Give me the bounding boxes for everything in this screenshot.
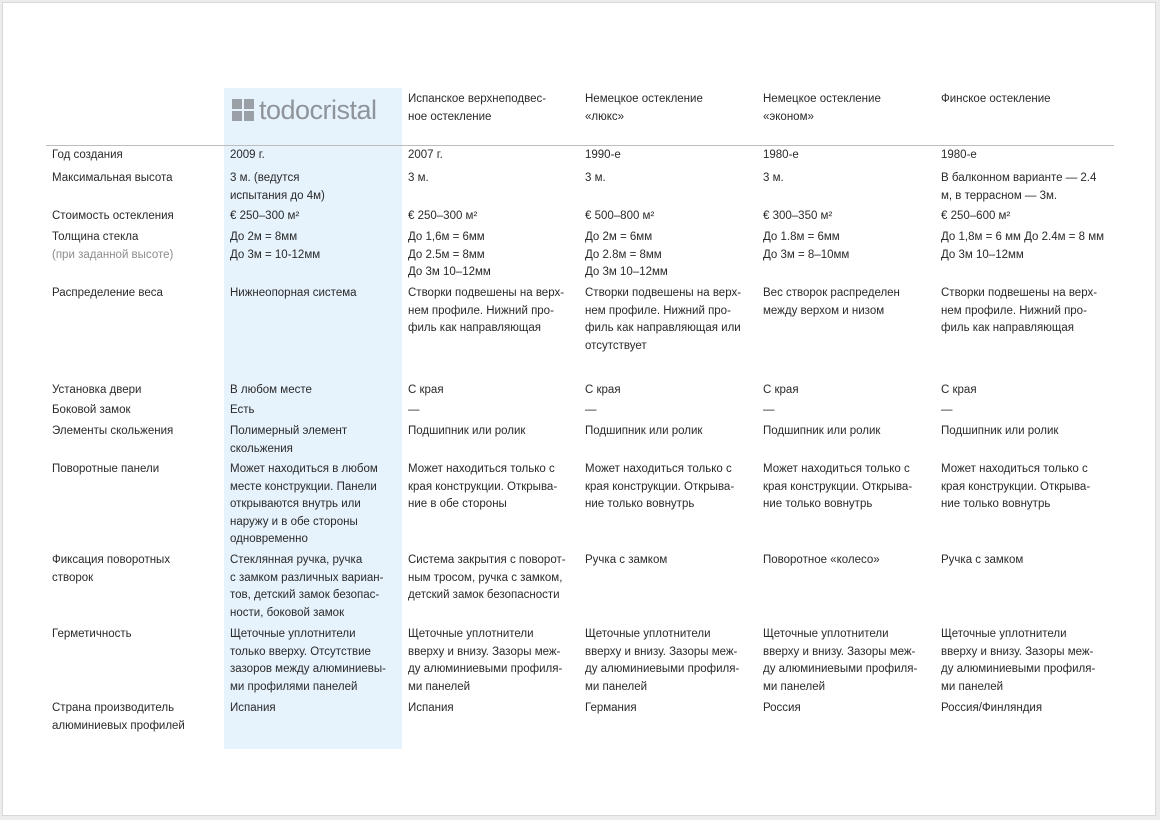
table-cell: — [585, 404, 597, 416]
column-header: Испанское верхнеподвес- ное остекление [408, 93, 547, 123]
row-label: Элементы скольжения [52, 425, 174, 437]
table-cell: Щеточные уплотнители вверху и внизу. Зазоры меж- ду алюминиевыми профиля- ми панелей [941, 628, 1096, 693]
table-cell: Щеточные уплотнители вверху и внизу. Зазоры меж- ду алюминиевыми профиля- ми панелей [408, 628, 563, 693]
table-cell: Может находиться только с края конструкции. Открыва- ние только вовнутрь [763, 463, 913, 510]
table-cell: Подшипник или ролик [941, 425, 1059, 437]
table-cell: Нижнеопорная система [230, 287, 357, 299]
table-cell: Створки подвешены на верх- нем профиле. Нижний про- филь как направляющая [408, 287, 565, 334]
table-cell: 1980-е [941, 149, 977, 161]
table-cell: Испания [408, 702, 454, 714]
header-divider [46, 145, 1114, 146]
table-cell: € 500–800 м² [585, 210, 655, 222]
logo-text: todocristal [259, 94, 377, 125]
table-cell: 1980-е [763, 149, 799, 161]
table-cell: Ручка с замком [585, 554, 668, 566]
row-label: Поворотные панели [52, 463, 160, 475]
table-cell: Вес створок распределен между верхом и низом [763, 287, 900, 317]
table-cell: Россия/Финляндия [941, 702, 1043, 714]
table-cell: Створки подвешены на верх- нем профиле. Нижний про- филь как направляющая или отсутствует [585, 287, 742, 352]
table-cell: До 2м = 6мм До 2.8м = 8мм До 3м 10–12мм [585, 231, 668, 278]
table-cell: 2009 г. [230, 149, 265, 161]
table-cell: 3 м. (ведутся испытания до 4м) [230, 172, 325, 202]
table-cell: — [763, 404, 775, 416]
table-cell: 3 м. [408, 172, 429, 184]
table-cell: € 250–600 м² [941, 210, 1011, 222]
row-label: Страна производитель алюминиевых профилей [52, 702, 185, 732]
table-cell: С края [941, 384, 977, 396]
table-cell: 3 м. [763, 172, 784, 184]
table-cell: До 2м = 8мм До 3м = 10-12мм [230, 231, 321, 261]
table-cell: € 250–300 м² [408, 210, 478, 222]
column-header: Финское остекление [941, 93, 1051, 105]
table-cell: 1990-е [585, 149, 621, 161]
table-cell: Поворотное «колесо» [763, 554, 880, 566]
row-label: Герметичность [52, 628, 132, 640]
row-label: Максимальная высота [52, 172, 173, 184]
table-cell: Ручка с замком [941, 554, 1024, 566]
table-cell: € 300–350 м² [763, 210, 833, 222]
table-cell: Подшипник или ролик [585, 425, 703, 437]
table-cell: Испания [230, 702, 276, 714]
table-cell: € 250–300 м² [230, 210, 300, 222]
table-cell: Створки подвешены на верх- нем профиле. Нижний про- филь как направляющая [941, 287, 1098, 334]
table-cell: 3 м. [585, 172, 606, 184]
table-cell: 2007 г. [408, 149, 443, 161]
table-cell: Россия [763, 702, 801, 714]
table-cell: Щеточные уплотнители вверху и внизу. Зазоры меж- ду алюминиевыми профиля- ми панелей [585, 628, 740, 693]
table-cell: До 1.8м = 6мм До 3м = 8–10мм [763, 231, 850, 261]
table-cell: Германия [585, 702, 637, 714]
grid-logo-icon [232, 99, 254, 121]
table-cell: До 1,8м = 6 мм До 2.4м = 8 мм До 3м 10–12мм [941, 231, 1105, 261]
row-label: Установка двери [52, 384, 142, 396]
row-label: Стоимость остекления [52, 210, 174, 222]
table-cell: С края [763, 384, 799, 396]
table-cell: Есть [230, 404, 255, 416]
table-cell: В балконном варианте — 2.4 м, в террасном — 3м. [941, 172, 1097, 202]
table-cell: С края [408, 384, 444, 396]
table-cell: — [408, 404, 420, 416]
table-cell: Система закрытия с поворот- ным тросом, ручка с замком, детский замок безопасности [408, 554, 566, 601]
table-cell: — [941, 404, 953, 416]
table-cell: До 1,6м = 6мм До 2.5м = 8мм До 3м 10–12мм [408, 231, 491, 278]
table-cell: Стеклянная ручка, ручка с замком различных вариан- тов, детский замок безопас- ности, боковой замок [230, 554, 384, 619]
table-cell: Подшипник или ролик [408, 425, 526, 437]
table-cell: В любом месте [230, 384, 312, 396]
table-cell: Может находиться только с края конструкции. Открыва- ние только вовнутрь [585, 463, 735, 510]
row-label: Толщина стекла [52, 231, 139, 243]
table-cell: Может находиться только с края конструкции. Открыва- ние в обе стороны [408, 463, 558, 510]
row-label: Боковой замок [52, 404, 131, 416]
row-sublabel: (при заданной высоте) [52, 248, 174, 261]
row-label: Год создания [52, 149, 123, 161]
table-cell: Полимерный элемент скольжения [230, 425, 348, 455]
column-header: Немецкое остекление «люкс» [585, 93, 703, 123]
todocristal-logo [232, 95, 377, 125]
table-cell: С края [585, 384, 621, 396]
table-cell: Щеточные уплотнители только вверху. Отсутствие зазоров между алюминиевы- ми профилями панелей [230, 628, 387, 693]
table-cell: Щеточные уплотнители вверху и внизу. Зазоры меж- ду алюминиевыми профиля- ми панелей [763, 628, 918, 693]
column-header: Немецкое остекление «эконом» [763, 93, 881, 123]
table-cell: Может находиться только с края конструкции. Открыва- ние только вовнутрь [941, 463, 1091, 510]
table-cell: Может находиться в любом месте конструкции. Панели открываются внутрь или наружу и в обе стороны одновременно [230, 463, 378, 545]
table-cell: Подшипник или ролик [763, 425, 881, 437]
row-label: Распределение веса [52, 287, 163, 299]
row-label: Фиксация поворотных створок [52, 554, 171, 584]
